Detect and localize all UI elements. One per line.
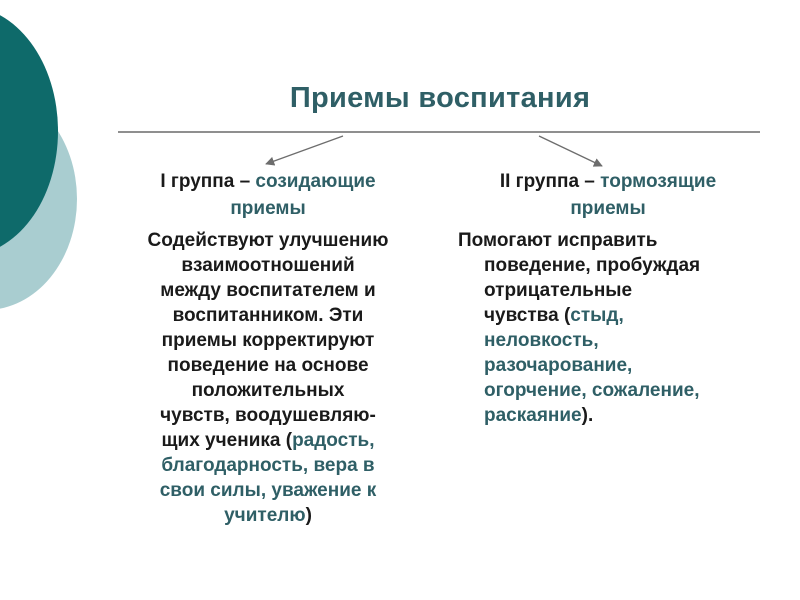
group2-heading-accent-2: приемы <box>570 198 646 219</box>
group2-line-plain: чувства ( <box>484 305 571 326</box>
group1-line: воспитанником. Эти <box>172 305 364 326</box>
group1-heading-accent-2: приемы <box>230 198 306 219</box>
group2-line <box>484 303 758 328</box>
arrow-left <box>266 136 343 164</box>
group2-line-accent: разочарование, <box>484 355 633 376</box>
group2-heading-accent-1: тормозящие <box>600 171 717 192</box>
group1-line: поведение на основе <box>167 355 369 376</box>
group2-line-accent: огорчение, сожаление, <box>484 380 700 401</box>
group1-column <box>118 168 418 528</box>
group1-line-accent: благодарность, вера в <box>161 455 375 476</box>
group1-line-accent: радость, <box>292 430 375 451</box>
group1-line <box>118 503 418 528</box>
group1-line: чувств, воодушевляю- <box>160 405 376 426</box>
group1-line <box>118 428 418 453</box>
group2-text <box>458 228 758 428</box>
title-divider <box>118 131 760 133</box>
group2-line-accent: стыд, <box>570 305 624 326</box>
group2-heading-prefix: II группа – <box>499 171 601 192</box>
group2-heading <box>458 168 758 222</box>
group1-line: взаимоотношений <box>181 255 355 276</box>
group1-line-accent: свои силы, уважение к <box>159 480 377 501</box>
group1-text <box>118 228 418 528</box>
group2-line: Помогают исправить <box>458 230 658 251</box>
group1-line: Содействуют улучшению <box>147 230 389 251</box>
group1-line-plain: ) <box>305 505 312 526</box>
group2-column <box>458 168 758 428</box>
group1-line: положительных <box>191 380 345 401</box>
group1-heading-prefix: I группа – <box>160 171 256 192</box>
page-title: Приемы воспитания <box>289 82 591 114</box>
group1-heading <box>118 168 418 222</box>
group2-line-plain: ). <box>581 405 594 426</box>
group2-line: поведение, пробуждая <box>484 255 701 276</box>
group2-line-accent: раскаяние <box>484 405 582 426</box>
group1-line-plain: щих ученика ( <box>161 430 293 451</box>
group1-heading-accent-1: созидающие <box>255 171 376 192</box>
group1-line: между воспитателем и <box>160 280 376 301</box>
arrow-right <box>539 136 602 166</box>
group2-line-accent: неловкость, <box>484 330 599 351</box>
group1-line: приемы корректируют <box>161 330 375 351</box>
group2-line <box>484 403 758 428</box>
group2-line: отрицательные <box>484 280 633 301</box>
group1-line-accent: учителю <box>224 505 306 526</box>
